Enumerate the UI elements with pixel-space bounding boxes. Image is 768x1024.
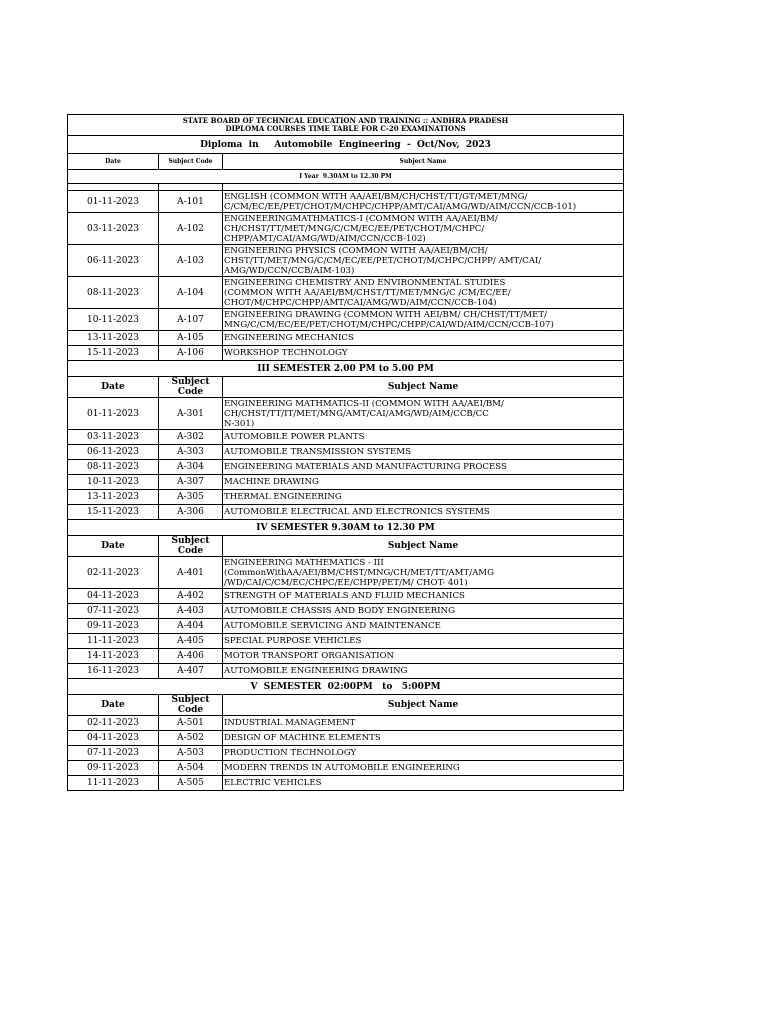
date-cell: 02-11-2023 [68,716,159,731]
subject-code-cell: A-402 [159,589,223,604]
timetable [67,114,624,791]
table-row [68,505,624,520]
subject-name-cell: ENGINEERING MECHANICS [223,331,624,346]
subject-name-cell: THERMAL ENGINEERING [223,490,624,505]
subject-name-cell: MODERN TRENDS IN AUTOMOBILE ENGINEERING [223,761,624,776]
spacer-row [68,184,624,191]
subject-code-cell: A-401 [159,557,223,589]
subject-code-cell: A-505 [159,776,223,791]
date-cell: 13-11-2023 [68,490,159,505]
date-cell: 09-11-2023 [68,761,159,776]
subject-code-cell: A-406 [159,649,223,664]
table-row [68,490,624,505]
date-cell: 04-11-2023 [68,731,159,746]
table-row [68,245,624,277]
subject-code-cell: A-307 [159,475,223,490]
table-row [68,649,624,664]
subject-name-cell: ENGINEERING MATERIALS AND MANUFACTURING PROCESS [223,460,624,475]
sem3-band: III SEMESTER 2.00 PM to 5.00 PM [68,361,624,377]
code-header: Subject Code [159,695,223,716]
table-row [68,761,624,776]
table-row [68,277,624,309]
subject-code-cell: A-305 [159,490,223,505]
subject-name-cell: MACHINE DRAWING [223,475,624,490]
table-row [68,346,624,361]
date-header: Date [68,695,159,716]
table-row [68,331,624,346]
year1-band: I Year 9.30AM to 12.30 PM [68,170,624,184]
subject-name-cell: ENGINEERINGMATHMATICS-I (COMMON WITH AA/AEI/BM/ CH/CHST/TT/MET/MNG/C/CM/EC/EE/PET/CHOT/M/CHPC/ CHPP/AMT/CAI/AMG/WD/AIM/CCN/CCB-102) [223,213,624,245]
subject-name-cell: ENGINEERING DRAWING (COMMON WITH AEI/BM/ CH/CHST/TT/MET/ MNG/C/CM/EC/EE/PET/CHOT/M/CHPC/CHPP/CAI/WD/AIM/CCN/CCB-107) [223,309,624,331]
subject-code-cell: A-304 [159,460,223,475]
subject-code-cell: A-104 [159,277,223,309]
sem5-band: V SEMESTER 02:00PM to 5:00PM [68,679,624,695]
date-cell: 01-11-2023 [68,191,159,213]
subject-code-cell: A-107 [159,309,223,331]
date-cell: 08-11-2023 [68,460,159,475]
date-cell: 15-11-2023 [68,346,159,361]
subject-code-cell: A-404 [159,619,223,634]
code-header: Subject Code [159,536,223,557]
date-cell: 03-11-2023 [68,430,159,445]
sem4-column-header [68,536,624,557]
date-cell: 06-11-2023 [68,245,159,277]
table-row [68,460,624,475]
subject-code-cell: A-105 [159,331,223,346]
subject-code-cell: A-303 [159,445,223,460]
name-header: Subject Name [223,695,624,716]
subject-name-cell: ENGINEERING MATHEMATICS - III (CommonWithAA/AEI/BM/CHST/MNG/CH/MET/TT/AMT/AMG /WD/CAI/C/CM/EC/CHPC/EE/CHPP/PET/M/ CHOT- 401) [223,557,624,589]
subject-name-cell: AUTOMOBILE ELECTRICAL AND ELECTRONICS SYSTEMS [223,505,624,520]
date-header: Date [68,154,159,170]
date-cell: 07-11-2023 [68,604,159,619]
table-row [68,604,624,619]
subject-code-cell: A-503 [159,746,223,761]
date-cell: 06-11-2023 [68,445,159,460]
subject-name-cell: ENGINEERING CHEMISTRY AND ENVIRONMENTAL STUDIES (COMMON WITH AA/AEI/BM/CHST/TT/MET/MNG/C /CM/EC/EE/ CHOT/M/CHPC/CHPP/AMT/CAI/AMG/WD/AIM/CCN/CCB-104) [223,277,624,309]
subject-name-cell: AUTOMOBILE POWER PLANTS [223,430,624,445]
date-cell: 04-11-2023 [68,589,159,604]
table-row [68,191,624,213]
table-row [68,776,624,791]
subject-name-cell: ELECTRIC VEHICLES [223,776,624,791]
subject-code-cell: A-501 [159,716,223,731]
table-row [68,445,624,460]
date-cell: 16-11-2023 [68,664,159,679]
subject-name-cell: ENGINEERING PHYSICS (COMMON WITH AA/AEI/BM/CH/ CHST/TT/MET/MNG/C/CM/EC/EE/PET/CHOT/M/CHPC/CHPP/ AMT/CAI/ AMG/WD/CCN/CCB/AIM-103) [223,245,624,277]
table-row [68,716,624,731]
subject-code-cell: A-306 [159,505,223,520]
date-cell: 10-11-2023 [68,475,159,490]
table-row [68,475,624,490]
subject-name-cell: AUTOMOBILE TRANSMISSION SYSTEMS [223,445,624,460]
table-row [68,619,624,634]
table-row [68,398,624,430]
table-row [68,309,624,331]
subject-code-cell: A-403 [159,604,223,619]
subject-name-cell: STRENGTH OF MATERIALS AND FLUID MECHANICS [223,589,624,604]
date-cell: 10-11-2023 [68,309,159,331]
date-cell: 03-11-2023 [68,213,159,245]
table-row [68,664,624,679]
subject-name-cell: AUTOMOBILE SERVICING AND MAINTENANCE [223,619,624,634]
subject-code-cell: A-302 [159,430,223,445]
date-cell: 14-11-2023 [68,649,159,664]
date-cell: 11-11-2023 [68,776,159,791]
subject-name-cell: WORKSHOP TECHNOLOGY [223,346,624,361]
subject-name-cell: AUTOMOBILE ENGINEERING DRAWING [223,664,624,679]
date-cell: 11-11-2023 [68,634,159,649]
date-cell: 07-11-2023 [68,746,159,761]
table-row [68,430,624,445]
date-cell: 01-11-2023 [68,398,159,430]
subject-code-cell: A-502 [159,731,223,746]
date-cell: 13-11-2023 [68,331,159,346]
subject-code-cell: A-407 [159,664,223,679]
subject-code-cell: A-102 [159,213,223,245]
subject-code-cell: A-101 [159,191,223,213]
date-header: Date [68,377,159,398]
table-row [68,557,624,589]
name-header: Subject Name [223,536,624,557]
sem3-column-header [68,377,624,398]
year1-column-header [68,154,624,170]
table-row [68,746,624,761]
name-header: Subject Name [223,377,624,398]
table-row [68,213,624,245]
table-row [68,731,624,746]
subject-name-cell: DESIGN OF MACHINE ELEMENTS [223,731,624,746]
subject-code-cell: A-103 [159,245,223,277]
subject-code-cell: A-301 [159,398,223,430]
sem5-column-header [68,695,624,716]
sem4-band: IV SEMESTER 9.30AM to 12.30 PM [68,520,624,536]
date-cell: 08-11-2023 [68,277,159,309]
subject-code-cell: A-504 [159,761,223,776]
date-cell: 02-11-2023 [68,557,159,589]
timetable-sheet [67,114,623,791]
subject-name-cell: PRODUCTION TECHNOLOGY [223,746,624,761]
table-row [68,589,624,604]
timetable-title: DIPLOMA COURSES TIME TABLE FOR C-20 EXAMINATIONS [225,125,466,133]
date-cell: 09-11-2023 [68,619,159,634]
date-cell: 15-11-2023 [68,505,159,520]
code-header: Subject Code [159,154,223,170]
date-header: Date [68,536,159,557]
board-title: STATE BOARD OF TECHNICAL EDUCATION AND TRAINING :: ANDHRA PRADESH [182,116,509,125]
diploma-title: Diploma in Automobile Engineering - Oct/Nov, 2023 [200,139,491,150]
subject-code-cell: A-405 [159,634,223,649]
subject-name-cell: ENGINEERING MATHMATICS-II (COMMON WITH AA/AEI/BM/ CH/CHST/TT/IT/MET/MNG/AMT/CAI/AMG/WD/AIM/CCB/CC N-301) [223,398,624,430]
subject-name-cell: MOTOR TRANSPORT ORGANISATION [223,649,624,664]
subject-name-cell: ENGLISH (COMMON WITH AA/AEI/BM/CH/CHST/TT/GT/MET/MNG/ C/CM/EC/EE/PET/CHOT/M/CHPC/CHPP/AMT/CAI/AMG/WD/AIM/CCN/CCB-101) [223,191,624,213]
name-header: Subject Name [223,154,624,170]
subject-name-cell: INDUSTRIAL MANAGEMENT [223,716,624,731]
subject-code-cell: A-106 [159,346,223,361]
subject-name-cell: AUTOMOBILE CHASSIS AND BODY ENGINEERING [223,604,624,619]
table-row [68,634,624,649]
subject-name-cell: SPECIAL PURPOSE VEHICLES [223,634,624,649]
code-header: Subject Code [159,377,223,398]
